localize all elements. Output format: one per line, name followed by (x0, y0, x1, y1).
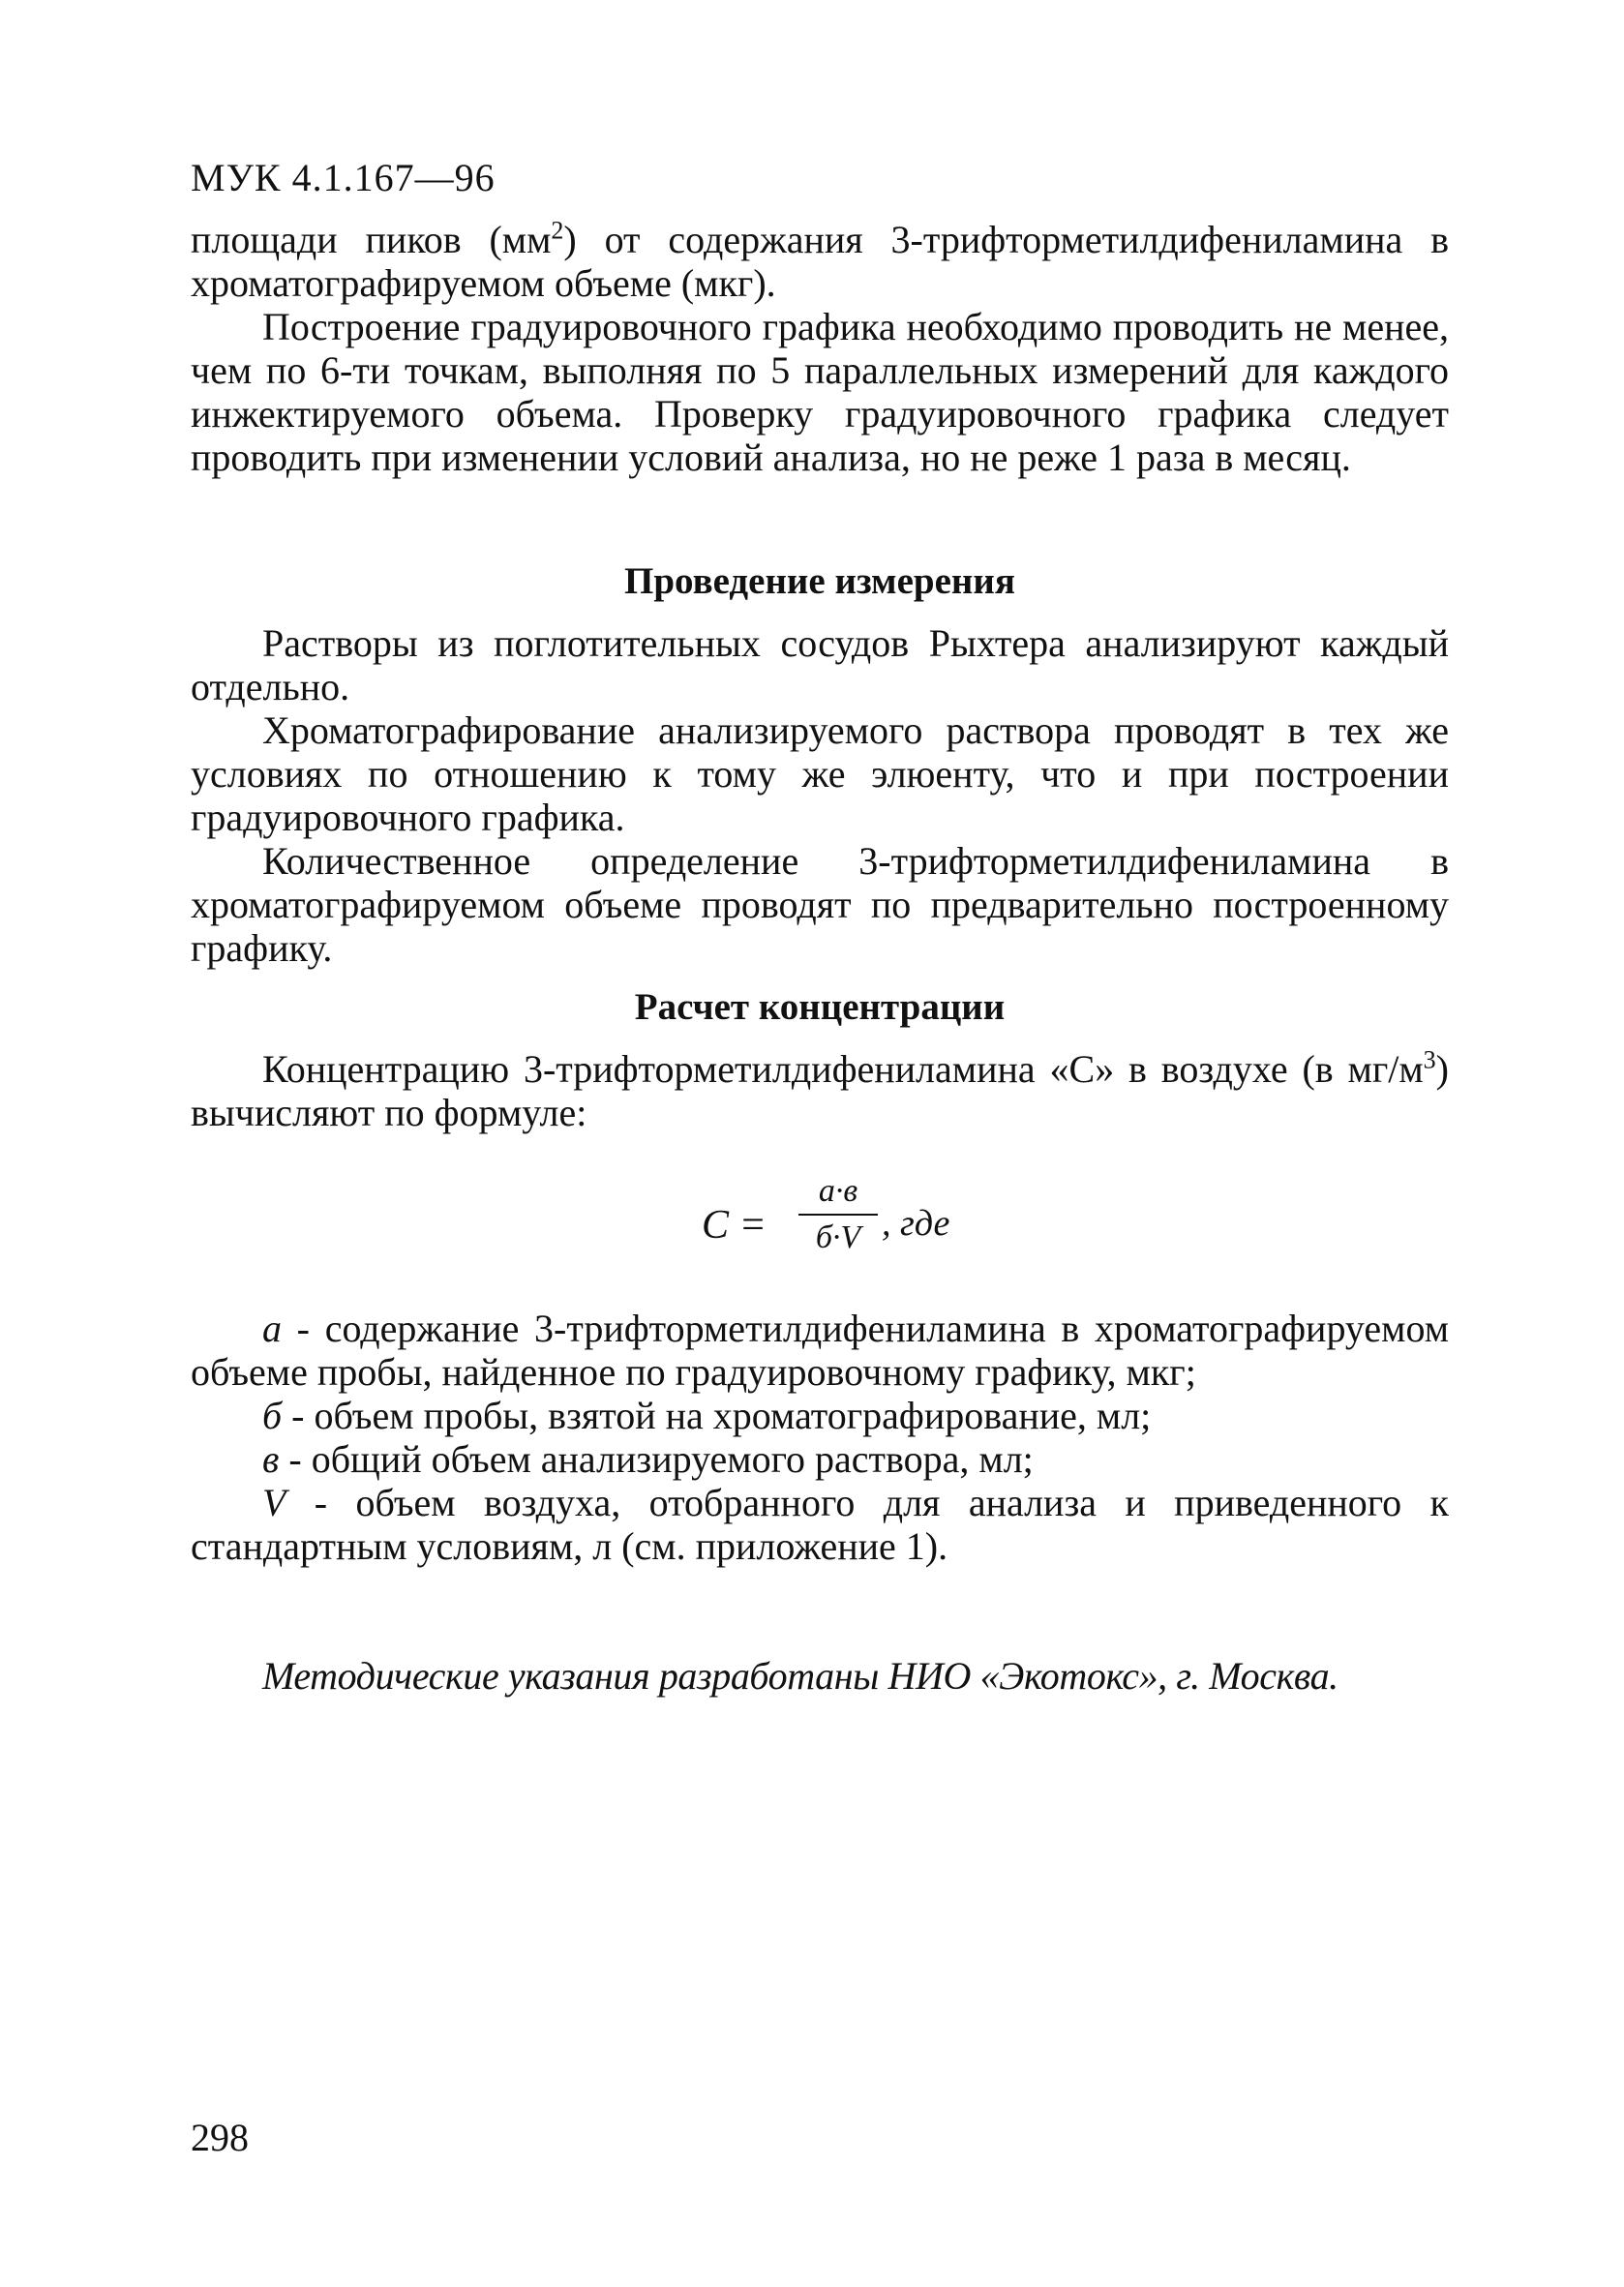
intro-paragraph-1: площади пиков $(мм^2)$ от содержания 3-трифторметилдифениламина в хроматографируемом объеме (мкг). (191, 216, 1449, 305)
calculation-paragraph: Концентрацию 3-трифторметилдифениламина «C» в воздухе (в $мг/м^3$) вычисляют по формуле: (191, 1045, 1449, 1134)
document-code: МУК 4.1.167—96 (191, 156, 496, 199)
calculation-heading: Расчет концентрации (634, 986, 1006, 1028)
formula-denominator: б·V (815, 1219, 861, 1255)
definition-a: а - содержание 3-трифторметилдифениламина в хроматографируемом объеме пробы, найденное по градуировочному графику, мкг; (191, 1307, 1449, 1394)
calculation-section (191, 1047, 1449, 1134)
formula-numerator: a·в (818, 1173, 858, 1209)
authorship-note: Методические указания разработаны НИО «Экотокс», г. Москва. (262, 1654, 1338, 1698)
definition-v: в - общий объем анализируемого раствора, мл; (262, 1437, 1034, 1481)
measurement-paragraph-1: Растворы из поглотительных сосудов Рыхтера анализируют каждый отдельно. (191, 621, 1449, 708)
definition-b: б - объем пробы, взятой на хроматографирование, мл; (262, 1394, 1152, 1437)
definition-air-volume: V - объем воздуха, отобранного для анализа и приведенного к стандартным условиям, л (см. приложение 1). (191, 1481, 1449, 1568)
formula-fraction (798, 1171, 878, 1258)
formula-lhs: C = (702, 1203, 767, 1248)
intro-section (191, 218, 1449, 479)
intro-paragraph-2: Построение градуировочного графика необходимо проводить не менее, чем по 6-ти точкам, выполняя по 5 параллельных измерений для каждого инжектируемого объема. Проверку градуировочного графика следует проводить при изменении условий анализа, но не реже 1 раза в месяц. (191, 305, 1449, 479)
definitions-list (191, 1307, 1449, 1568)
measurement-section (191, 621, 1449, 970)
measurement-heading: Проведение измерения (624, 560, 1015, 602)
concentration-formula (702, 1171, 1011, 1278)
measurement-paragraph-3: Количественное определение 3-трифторметилдифениламина в хроматографируемом объеме проводят по предварительно построенному графику. (191, 839, 1449, 970)
formula-tail: , где (882, 1203, 950, 1244)
page-number: 298 (191, 2116, 249, 2159)
measurement-paragraph-2: Хроматографирование анализируемого раствора проводят в тех же условиях по отношению к тому же элюенту, что и при построении градуировочного графика. (191, 708, 1449, 839)
fraction-bar (798, 1214, 878, 1216)
